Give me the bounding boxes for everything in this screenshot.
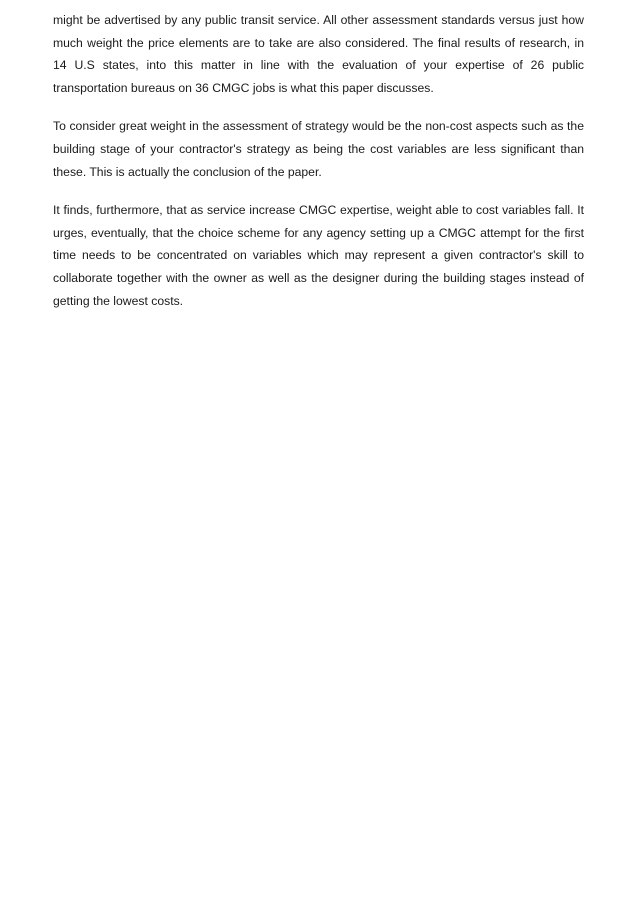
paragraph-3: It finds, furthermore, that as service increase CMGC expertise, weight able to cost variables fall. It urges, eventually, that the choice scheme for any agency setting up a CMGC attempt for the first time needs to be concentrated on variables which may represent a given contractor's skill to collaborate together with the owner as well as the designer during the building stages instead of getting the lowest costs. [53, 203, 584, 308]
paragraph-1: might be advertised by any public transit service. All other assessment standards versus just how much weight the price elements are to take are also considered. The final results of research, in 14 U.S states, into this matter in line with the evaluation of your expertise of 26 public transportation bureaus on 36 CMGC jobs is what this paper discusses. [53, 13, 584, 95]
document-body [53, 9, 584, 328]
paragraph-2: To consider great weight in the assessment of strategy would be the non-cost aspects such as the building stage of your contractor's strategy as being the cost variables are less significant than these. This is actually the conclusion of the paper. [53, 119, 584, 179]
